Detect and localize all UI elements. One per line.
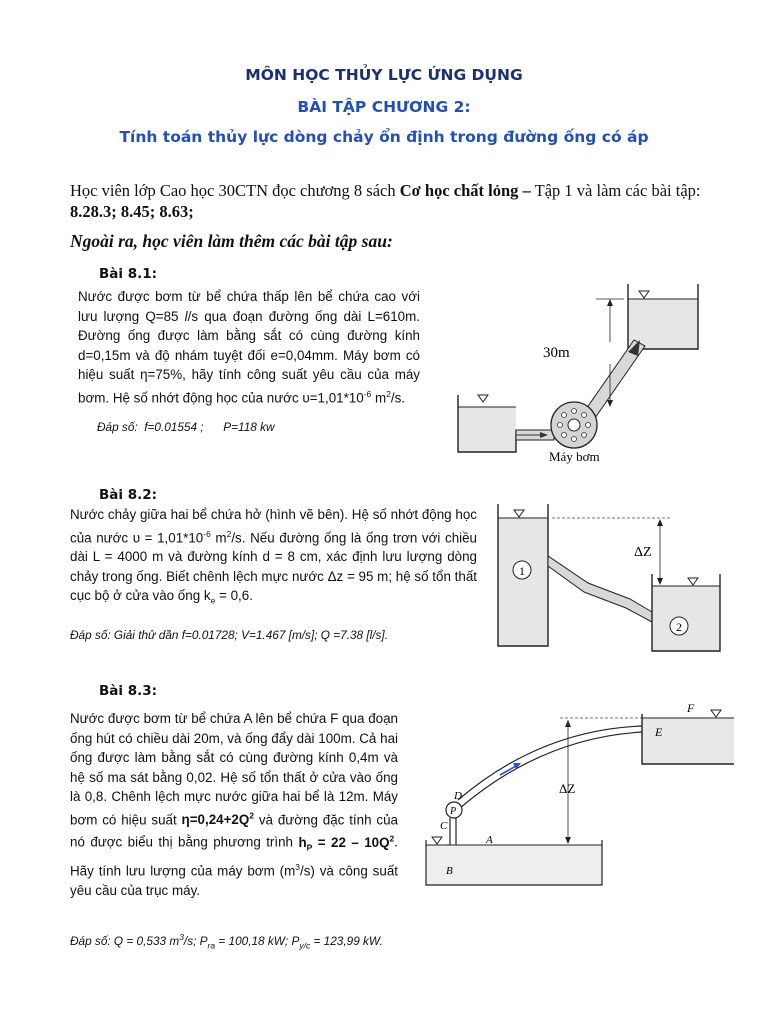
ex3-dim-arrow-down-icon — [565, 837, 571, 844]
ex2-dz-label: ΔZ — [634, 545, 652, 560]
ex3-text: Nước được bơm từ bể chứa A lên bể chứa F qua đoạn ống hút có chiều dài 20m, và ống đẩy dài 100m. Cả hai ống được làm bằng sắt có cùng đường kính 0,4m và hệ số ma sát bằng 0,02. Hệ số tổn thất ở cửa vào ống là 0,8. Chênh lệch mực nước giữa hai bể là 12m. Máy bơm có hiệu suất $\eta=0,24+2Q^2$ và đường đặc tính của nó được biểu thị bằng phương trình $h_P = 22 - 10Q^2$. Hãy tính lưu lượng của máy bơm $(m^3/s)$ và công suất yêu cầu của trục máy. — [70, 711, 398, 899]
course-title: MÔN HỌC THỦY LỰC ỨNG DỤNG — [245, 66, 523, 84]
ex3-pipe-bottom — [460, 732, 642, 808]
ex1-lower-level-icon — [478, 395, 488, 402]
intro-exercises: 8.28.3; 8.45; 8.63; — [70, 202, 194, 221]
chapter-title: BÀI TẬP CHƯƠNG 2: — [297, 98, 471, 116]
ex3-label-C: C — [440, 820, 448, 832]
ex2-figure — [490, 500, 730, 670]
additional-heading: Ngoài ra, học viên làm thêm các bài tập sau: — [70, 231, 393, 251]
ex1-pump-label: Máy bơm — [549, 449, 600, 464]
ex2-pipe — [548, 556, 652, 622]
intro-suffix: Tập 1 và làm các bài tập: — [530, 181, 701, 200]
intro-prefix: Học viên lớp Cao học 30CTN đọc chương 8 sách — [70, 181, 400, 200]
ex3-pipe-top — [458, 726, 642, 800]
ex3-dim-arrow-up-icon — [565, 720, 571, 727]
ex3-label-F: F — [687, 701, 695, 715]
ex2-tank2-level-icon — [688, 578, 698, 585]
ex1-answer-f: f=0.01554 ; — [144, 420, 204, 434]
ex2-dim-arrow-down-icon — [657, 578, 663, 585]
ex1-answer-p: P=118 kw — [223, 420, 275, 434]
ex1-answer-label: Đáp số: — [97, 420, 138, 434]
ex3-tankF-level-icon — [711, 710, 721, 717]
ex1-answer — [97, 420, 275, 434]
ex3-dz-label: ΔZ — [559, 781, 576, 796]
ex3-answer: Đáp số: Q = 0,533 $m^3/s$; $P_{ra} = 100,18$ kW; $P_{y/c} = 123,99$ kW. — [70, 932, 383, 951]
ex3-figure — [420, 700, 740, 890]
ex3-label-D: D — [454, 790, 462, 802]
ex2-text: Nước chảy giữa hai bể chứa hở (hình vẽ bên). Hệ số nhớt động học của nước $\upsilon = 1,01*10^{-6}$ $m^2/s$. Nếu đường ống là ống trơn với chiều dài L = 4000 m và đường kính d = 8 cm, xác định lưu lượng dòng chảy trong ống. Biết chênh lệch mực nước Δz = 95 m; hệ số tổn thất cục bộ ở cửa vào ống $k_e = 0,6$. — [70, 507, 478, 607]
topic-title: Tính toán thủy lực dòng chảy ổn định trong đường ống có áp — [119, 128, 649, 146]
ex1-upper-level-icon — [639, 291, 649, 298]
ex1-title: Bài 8.1: — [99, 266, 158, 282]
ex1-dim-arrow-down-icon — [607, 400, 613, 407]
ex2-dim-arrow-up-icon — [657, 519, 663, 526]
ex3-label-P: P — [450, 806, 457, 817]
ex2-title: Bài 8.2: — [99, 487, 158, 503]
ex2-answer: Đáp số: Giải thử dần f=0.01728; V=1.467 [m/s]; Q =7.38 [l/s]. — [70, 628, 388, 642]
ex1-lower-water — [458, 407, 516, 452]
ex1-text: Nước được bơm từ bể chứa thấp lên bể chứa cao với lưu lượng Q=85 l/s qua đoạn đường ống dài L=610m. Đường ống được làm bằng sắt có cùng đường kính d=0,15m và độ nhám tuyệt đối e=0,04mm. Máy bơm có hiệu suất η=75%, hãy tính công suất yêu cầu của máy bơm. Hệ số nhớt động học của nước $\upsilon=1,01*10^{-6}$ $m^2/s$. — [78, 289, 420, 405]
ex2-tank2-label: 2 — [676, 620, 682, 634]
ex2-tank1-label: 1 — [519, 564, 525, 578]
ex2-tank2-water — [652, 586, 720, 651]
ex2-tank1-level-icon — [514, 510, 524, 517]
ex2-tank1-water — [498, 518, 548, 646]
intro-paragraph — [70, 180, 720, 222]
ex3-label-E: E — [655, 725, 663, 739]
ex1-dim-arrow-up-icon — [607, 299, 613, 306]
ex3-label-B: B — [446, 865, 453, 877]
ex3-label-A: A — [486, 834, 493, 846]
ex3-tankA-level-icon — [432, 837, 442, 844]
ex1-figure — [450, 280, 710, 470]
ex1-height-label: 30m — [543, 345, 570, 361]
intro-book: Cơ học chất lỏng – — [399, 181, 531, 200]
ex3-title: Bài 8.3: — [99, 683, 158, 699]
ex1-pump-hub — [568, 419, 580, 431]
